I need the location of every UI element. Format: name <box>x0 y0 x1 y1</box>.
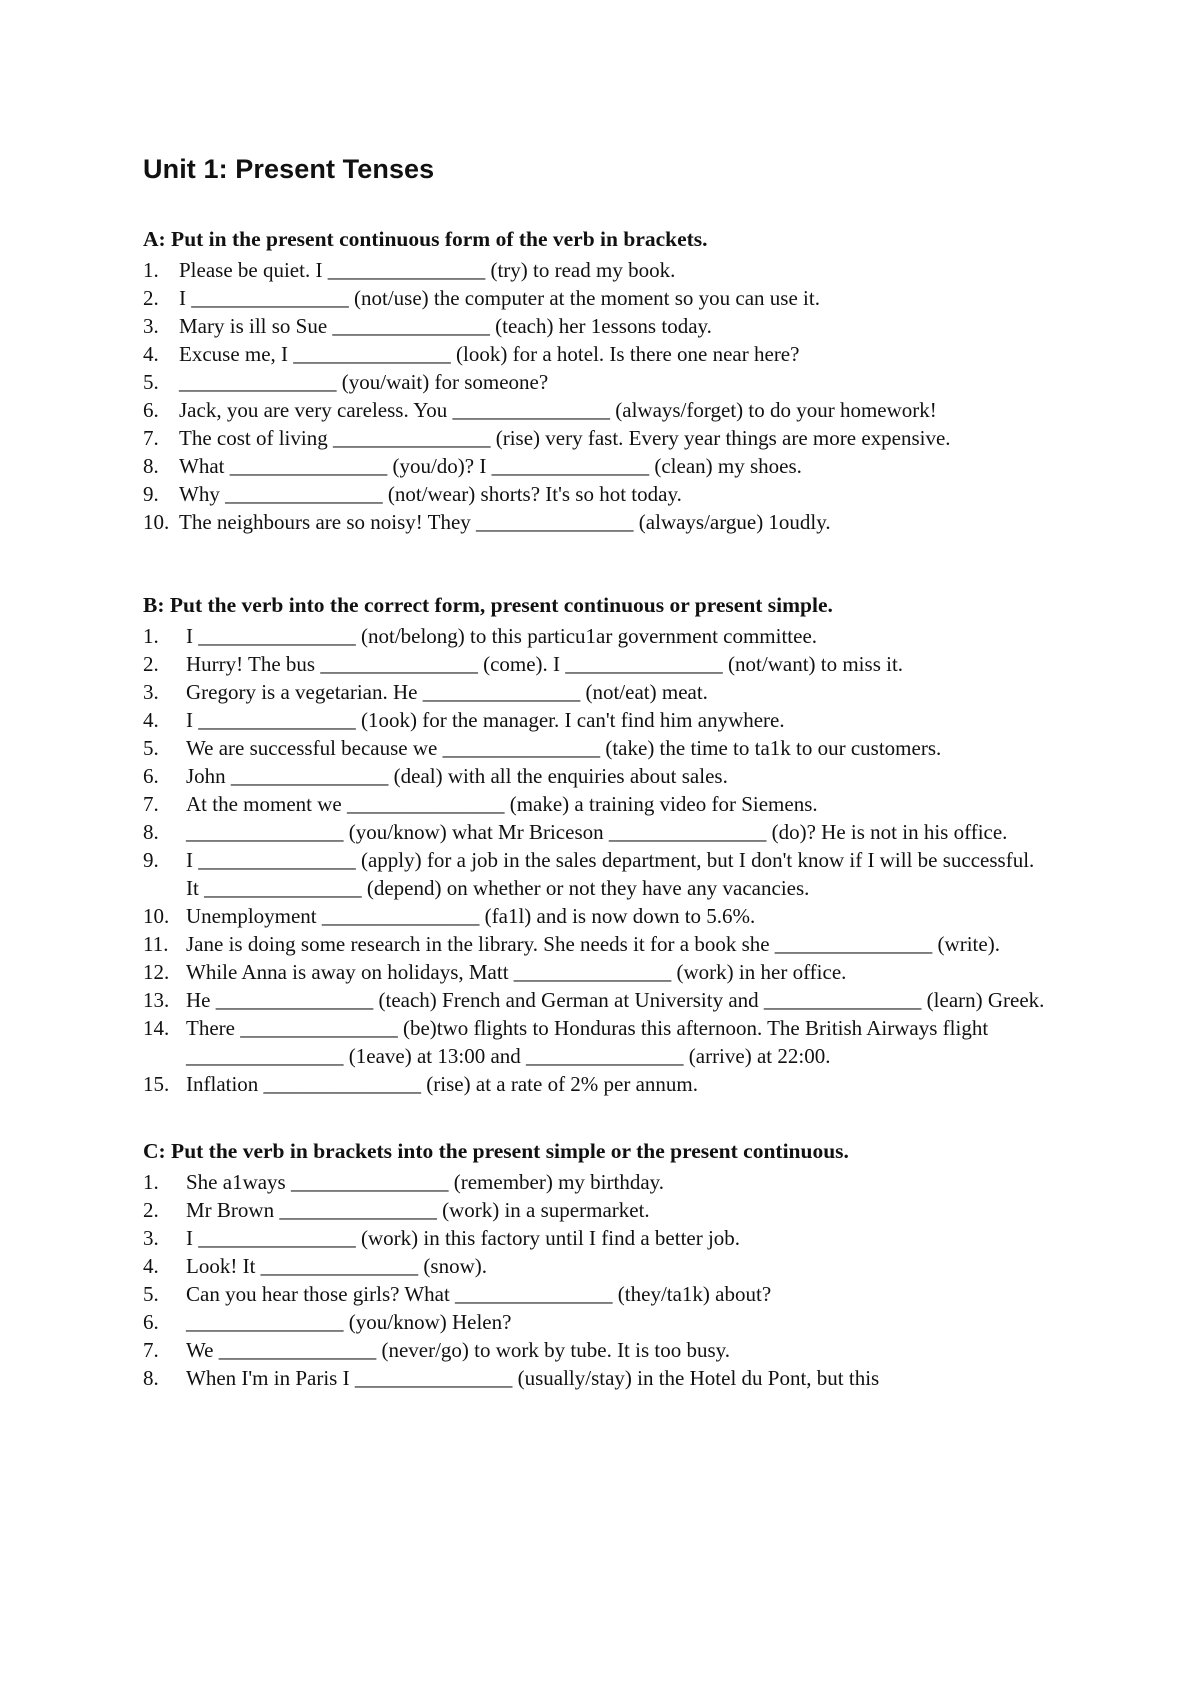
exercise-item <box>143 1336 1080 1364</box>
exercise-item <box>143 622 1080 650</box>
item-text: I _______________ (1ook) for the manager. I can't find him anywhere. <box>186 708 785 732</box>
item-number: 2. <box>143 286 159 310</box>
item-text: I _______________ (apply) for a job in the sales department, but I don't know if I will be successful. <box>186 848 1035 872</box>
exercise-item <box>143 930 1080 958</box>
exercise-item <box>143 958 1080 986</box>
item-text: Excuse me, I _______________ (look) for a hotel. Is there one near here? <box>179 342 800 366</box>
exercise-item <box>143 1280 1080 1308</box>
exercise-item <box>143 818 1080 846</box>
exercise-item <box>143 734 1080 762</box>
item-text: There _______________ (be)two flights to Honduras this afternoon. The British Airways flight _______________ (1eave) at 13:00 and _______________ (arrive) at 22:00. <box>186 1016 989 1068</box>
exercise-item <box>143 902 1080 930</box>
item-number: 9. <box>143 848 159 872</box>
section-c-list <box>143 1168 1080 1392</box>
item-text: While Anna is away on holidays, Matt _______________ (work) in her office. <box>186 960 847 984</box>
item-text: Jack, you are very careless. You _______________ (always/forget) to do your homework! <box>179 398 937 422</box>
item-text: We _______________ (never/go) to work by tube. It is too busy. <box>186 1338 731 1362</box>
item-text: Jane is doing some research in the library. She needs it for a book she _______________ (write). <box>186 932 1000 956</box>
item-text: Inflation _______________ (rise) at a rate of 2% per annum. <box>186 1072 699 1096</box>
item-number: 2. <box>143 652 159 676</box>
item-number: 6. <box>143 398 159 422</box>
item-number: 10. <box>143 510 170 534</box>
item-text: John _______________ (deal) with all the enquiries about sales. <box>186 764 728 788</box>
item-text: The cost of living _______________ (rise) very fast. Every year things are more expensive. <box>179 426 951 450</box>
item-text: Hurry! The bus _______________ (come). I _______________ (not/want) to miss it. <box>186 652 904 676</box>
item-number: 3. <box>143 1226 159 1250</box>
item-text: Unemployment _______________ (fa1l) and is now down to 5.6%. <box>186 904 756 928</box>
item-number: 6. <box>143 1310 159 1334</box>
item-number: 2. <box>143 1198 159 1222</box>
exercise-item <box>143 396 1080 424</box>
item-text: She a1ways _______________ (remember) my birthday. <box>186 1170 665 1194</box>
item-text: At the moment we _______________ (make) a training video for Siemens. <box>186 792 818 816</box>
section-a-heading: A: Put in the present continuous form of the verb in brackets. <box>143 227 708 251</box>
item-text: The neighbours are so noisy! They _______________ (always/argue) 1oudly. <box>179 510 831 534</box>
exercise-item <box>143 650 1080 678</box>
item-number: 1. <box>143 258 159 282</box>
exercise-item <box>143 256 1080 284</box>
exercise-item <box>143 452 1080 480</box>
item-number: 11. <box>143 932 169 956</box>
exercise-item <box>143 340 1080 368</box>
item-number: 5. <box>143 370 159 394</box>
item-text: Mary is ill so Sue _______________ (teach) her 1essons today. <box>179 314 712 338</box>
item-number: 7. <box>143 792 159 816</box>
page-title: Unit 1: Present Tenses <box>143 154 435 184</box>
exercise-item <box>143 790 1080 818</box>
item-number: 14. <box>143 1016 170 1040</box>
item-number: 9. <box>143 482 159 506</box>
item-number: 4. <box>143 708 159 732</box>
item-number: 8. <box>143 820 159 844</box>
exercise-item <box>143 480 1080 508</box>
item-number: 5. <box>143 736 159 760</box>
item-text: Gregory is a vegetarian. He _______________ (not/eat) meat. <box>186 680 708 704</box>
exercise-item <box>143 1196 1080 1224</box>
section-a-list <box>143 256 1080 536</box>
section-b-list <box>143 622 1080 1098</box>
item-text: When I'm in Paris I _______________ (usually/stay) in the Hotel du Pont, but this <box>186 1366 880 1390</box>
item-text: Why _______________ (not/wear) shorts? It's so hot today. <box>179 482 682 506</box>
item-number: 3. <box>143 680 159 704</box>
item-text: _______________ (you/know) what Mr Briceson _______________ (do)? He is not in his office. <box>186 820 1008 844</box>
item-number: 3. <box>143 314 159 338</box>
section-a <box>143 225 1080 536</box>
exercise-item <box>143 312 1080 340</box>
exercise-item <box>143 284 1080 312</box>
item-text: We are successful because we _______________ (take) the time to ta1k to our customers. <box>186 736 942 760</box>
item-number: 4. <box>143 1254 159 1278</box>
exercise-item <box>143 1224 1080 1252</box>
exercise-item <box>143 1308 1080 1336</box>
item-text: Mr Brown _______________ (work) in a supermarket. <box>186 1198 650 1222</box>
exercise-item <box>143 1252 1080 1280</box>
section-b <box>143 591 1080 1098</box>
exercise-item <box>143 1014 1080 1070</box>
item-number: 5. <box>143 1282 159 1306</box>
exercise-item-continuation <box>143 874 1080 902</box>
item-text: It _______________ (depend) on whether or not they have any vacancies. <box>186 876 810 900</box>
exercise-item <box>143 1070 1080 1098</box>
item-text: I _______________ (not/use) the computer at the moment so you can use it. <box>179 286 820 310</box>
item-number: 12. <box>143 960 170 984</box>
exercise-item <box>143 678 1080 706</box>
item-number: 13. <box>143 988 170 1012</box>
item-number: 8. <box>143 454 159 478</box>
exercise-item <box>143 986 1080 1014</box>
item-number: 4. <box>143 342 159 366</box>
exercise-item <box>143 424 1080 452</box>
section-c-heading: C: Put the verb in brackets into the present simple or the present continuous. <box>143 1139 849 1163</box>
item-number: 10. <box>143 904 170 928</box>
item-number <box>143 874 186 902</box>
item-number: 1. <box>143 1170 159 1194</box>
item-text: What _______________ (you/do)? I _______________ (clean) my shoes. <box>179 454 802 478</box>
item-text: Please be quiet. I _______________ (try) to read my book. <box>179 258 676 282</box>
exercise-item <box>143 846 1080 874</box>
exercise-item <box>143 762 1080 790</box>
exercise-item <box>143 1364 1080 1392</box>
item-text: I _______________ (work) in this factory until I find a better job. <box>186 1226 741 1250</box>
exercise-item <box>143 508 1080 536</box>
item-number: 6. <box>143 764 159 788</box>
section-b-heading: B: Put the verb into the correct form, present continuous or present simple. <box>143 593 833 617</box>
item-number: 8. <box>143 1366 159 1390</box>
item-number: 1. <box>143 624 159 648</box>
item-number: 15. <box>143 1072 170 1096</box>
item-text: _______________ (you/know) Helen? <box>186 1310 512 1334</box>
section-c <box>143 1137 1080 1392</box>
exercise-item <box>143 1168 1080 1196</box>
item-text: I _______________ (not/belong) to this particu1ar government committee. <box>186 624 818 648</box>
item-text: He _______________ (teach) French and German at University and _______________ (learn) Greek. <box>186 988 1045 1012</box>
item-number: 7. <box>143 1338 159 1362</box>
item-text: _______________ (you/wait) for someone? <box>179 370 549 394</box>
exercise-item <box>143 368 1080 396</box>
item-text: Can you hear those girls? What _______________ (they/ta1k) about? <box>186 1282 772 1306</box>
item-number: 7. <box>143 426 159 450</box>
exercise-item <box>143 706 1080 734</box>
item-text: Look! It _______________ (snow). <box>186 1254 487 1278</box>
